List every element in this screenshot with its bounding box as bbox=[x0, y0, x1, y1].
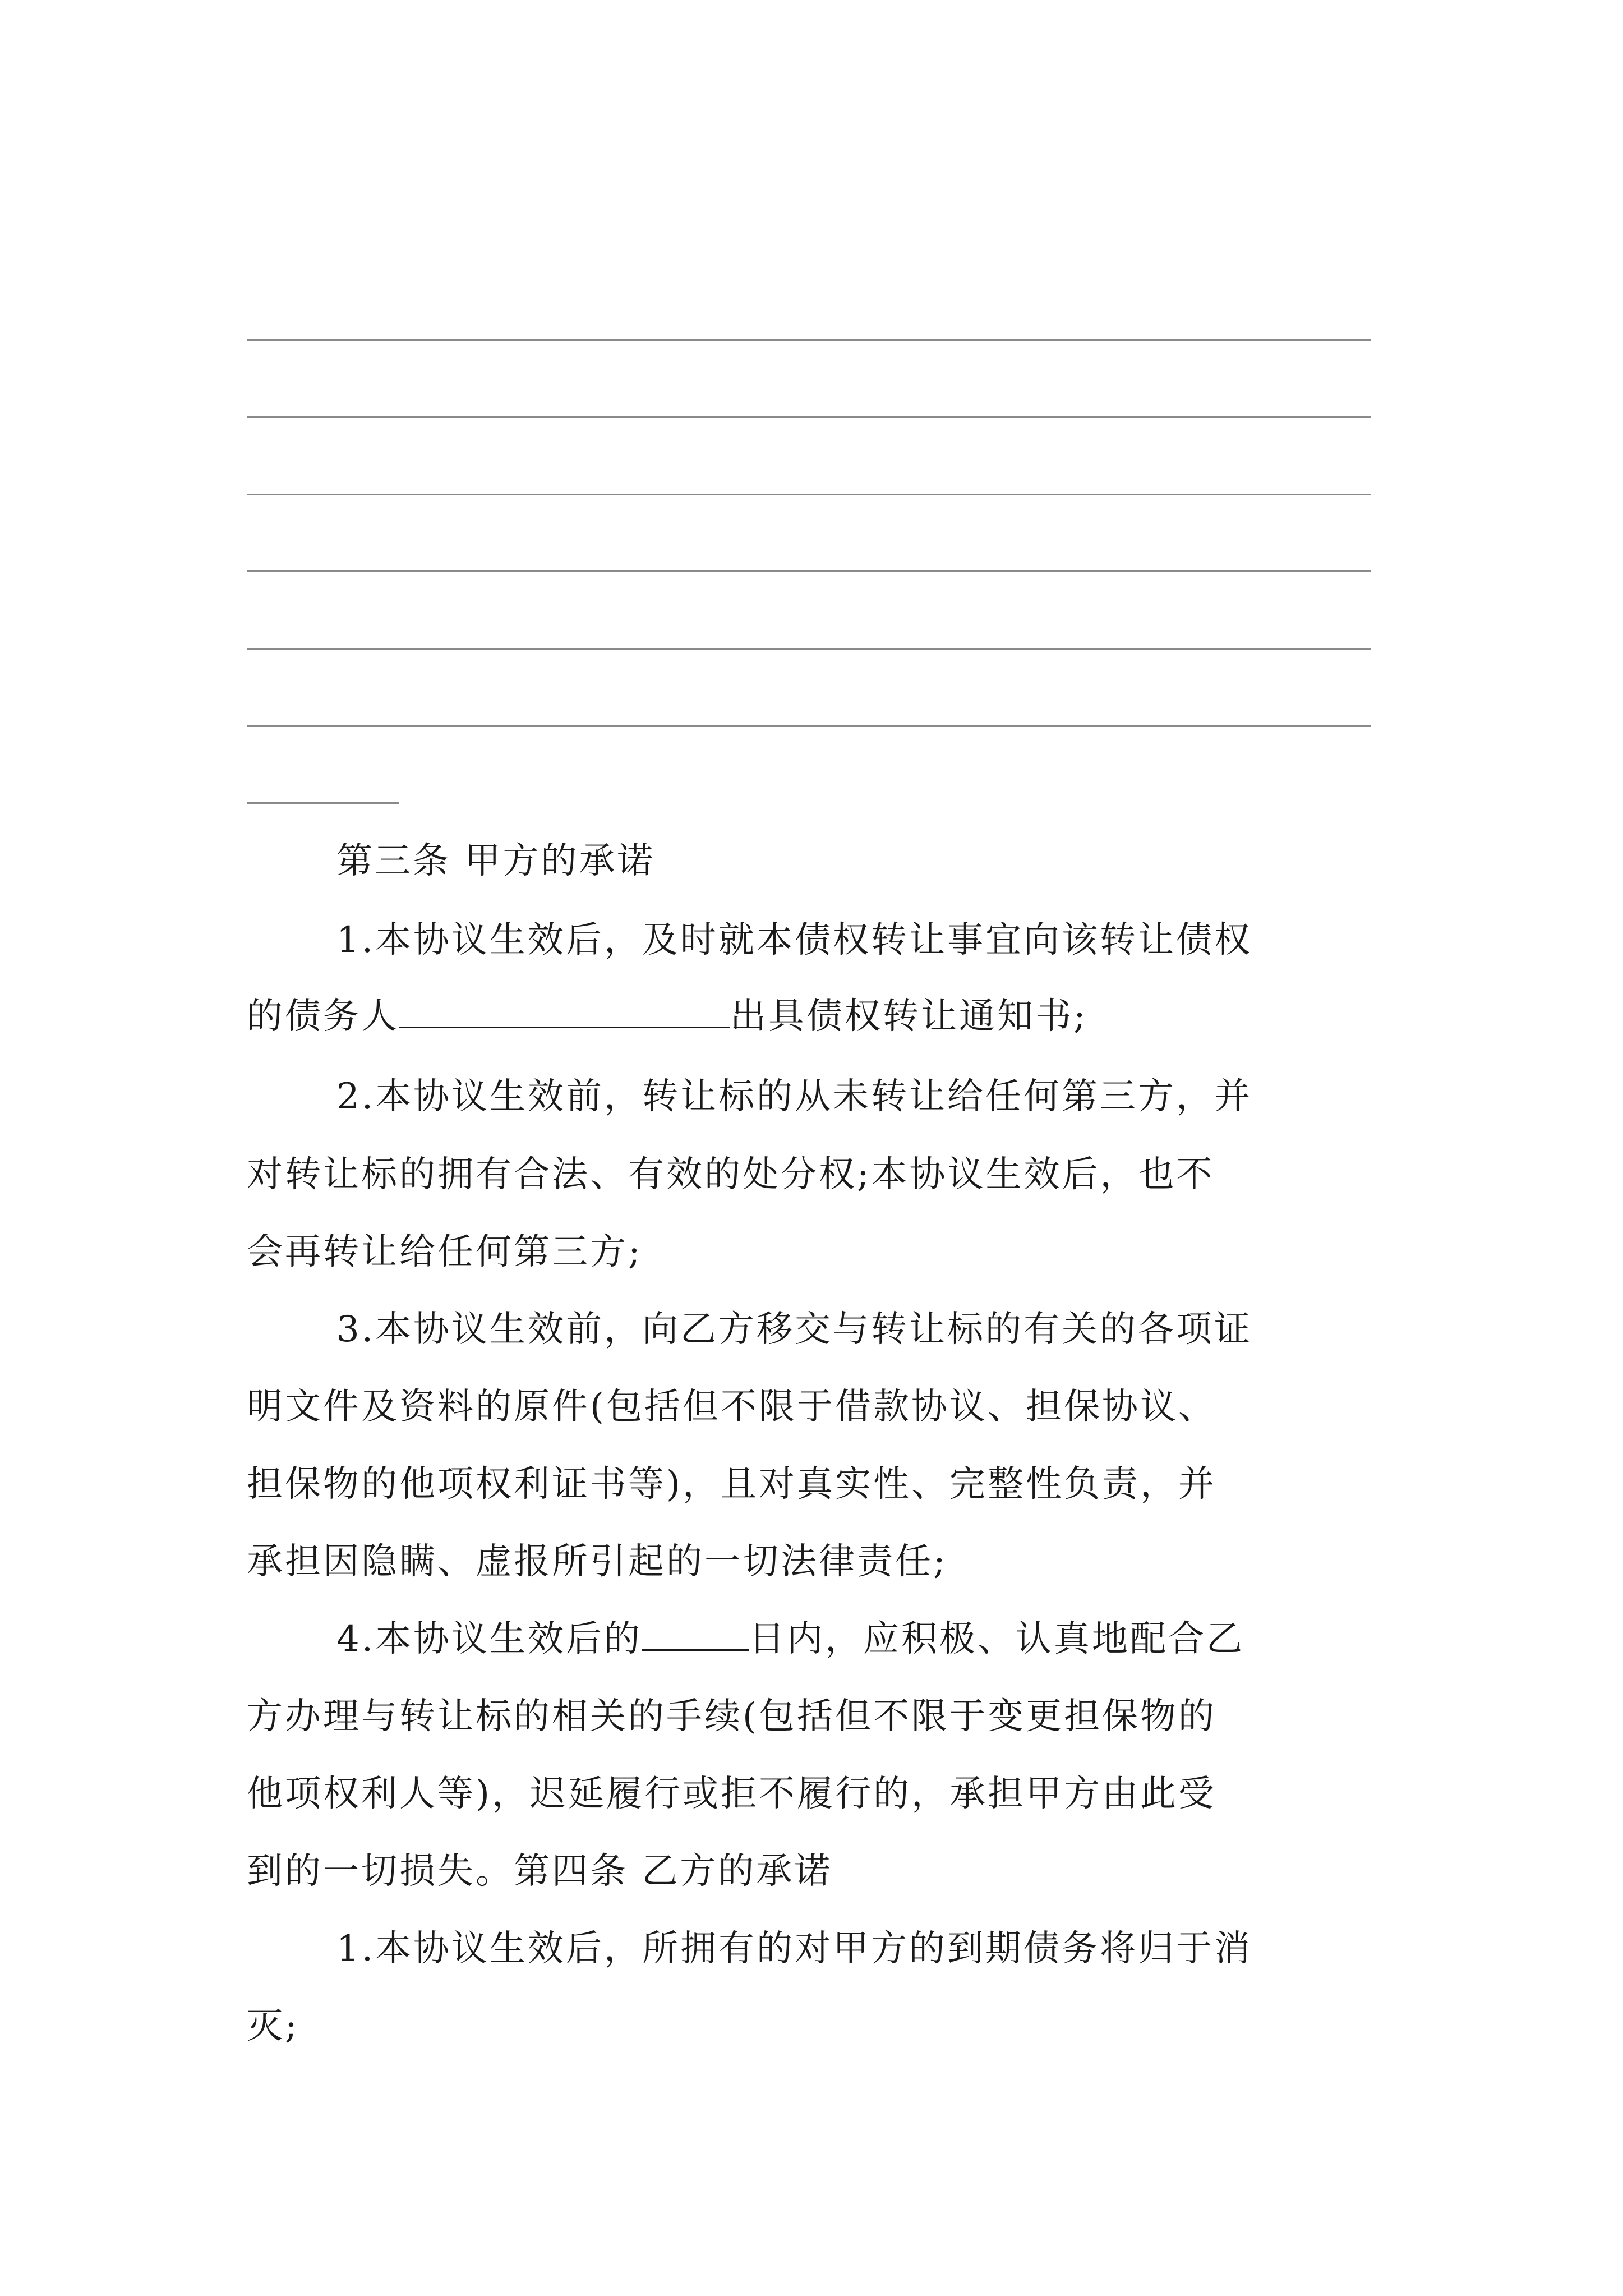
text-line: 1.本协议生效后，及时就本债权转让事宜向该转让债权 bbox=[336, 919, 1253, 961]
blank-rule bbox=[247, 570, 1371, 572]
text-line: 会再转让给任何第三方; bbox=[247, 1231, 643, 1273]
text-line: 到的一切损失。第四条 乙方的承诺 bbox=[247, 1851, 833, 1892]
text-segment: 4.本协议生效后的 bbox=[336, 1618, 643, 1660]
blank-rule bbox=[247, 648, 1371, 650]
text-line: 2.本协议生效前，转让标的从未转让给任何第三方，并 bbox=[336, 1076, 1253, 1117]
text-line: 对转让标的拥有合法、有效的处分权;本协议生效后，也不 bbox=[247, 1154, 1215, 1195]
blank-rule bbox=[247, 802, 399, 804]
text-line: 他项权利人等)，迟延履行或拒不履行的，承担甲方由此受 bbox=[247, 1773, 1216, 1815]
text-segment: 出具债权转让通知书; bbox=[730, 996, 1088, 1037]
blank-rule bbox=[247, 725, 1371, 727]
text-line: 灭; bbox=[247, 2005, 299, 2047]
blank-rule bbox=[247, 339, 1371, 341]
text-line bbox=[336, 1600, 1402, 1678]
blank-rule bbox=[247, 416, 1371, 418]
text-line: 担保物的他项权利证书等)，且对真实性、完整性负责，并 bbox=[247, 1464, 1216, 1505]
text-line: 3.本协议生效前，向乙方移交与转让标的有关的各项证 bbox=[336, 1309, 1253, 1350]
fill-in-blank bbox=[399, 993, 730, 1028]
text-segment: 日内，应积极、认真地配合乙 bbox=[749, 1618, 1245, 1660]
fill-in-blank bbox=[642, 1616, 749, 1651]
text-line: 方办理与转让标的相关的手续(包括但不限于变更担保物的 bbox=[247, 1696, 1216, 1737]
text-line: 承担因隐瞒、虚报所引起的一切法律责任; bbox=[247, 1541, 948, 1582]
section-heading: 第三条 甲方的承诺 bbox=[336, 840, 656, 882]
text-segment: 的债务人 bbox=[247, 996, 399, 1037]
blank-rule bbox=[247, 494, 1371, 495]
text-line: 1.本协议生效后，所拥有的对甲方的到期债务将归于消 bbox=[336, 1928, 1253, 1970]
text-line: 明文件及资料的原件(包括但不限于借款协议、担保协议、 bbox=[247, 1386, 1216, 1428]
text-line bbox=[247, 977, 1402, 1056]
